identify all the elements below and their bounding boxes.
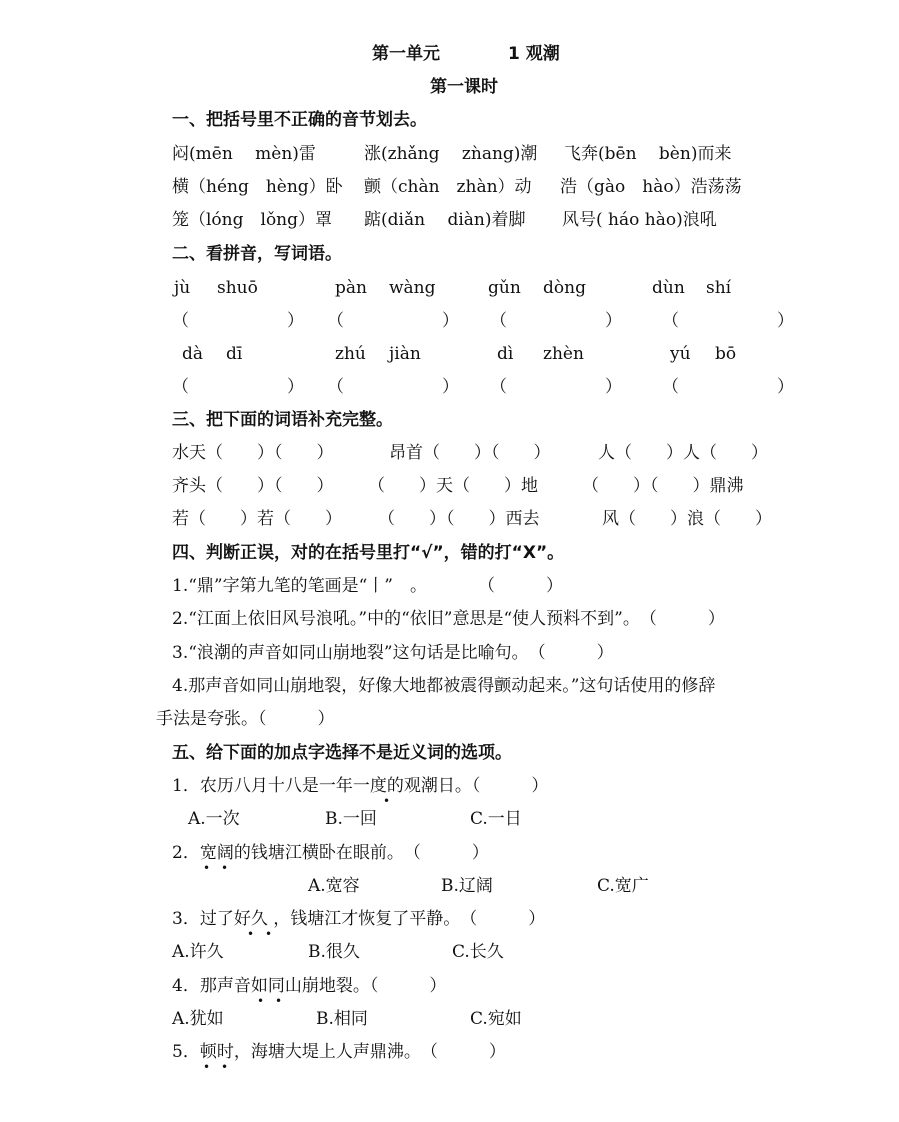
section-4-title: 四、判断正误，对的在括号里打“√”，错的打“X”。 — [172, 543, 565, 563]
period-title: 第一课时 — [430, 77, 498, 97]
s5-q3-opt-a[interactable]: A.许久 — [172, 942, 224, 962]
answer-bracket[interactable]: （ ） — [662, 311, 800, 331]
pinyin-1-3b: dòng — [543, 278, 586, 298]
pinyin-2-3a: dì — [497, 344, 514, 364]
emphasis-dot-icon: • — [247, 927, 255, 941]
answer-bracket[interactable]: （ ） — [490, 311, 628, 331]
s3-r2-c1[interactable]: 齐头（ ）（ ） — [172, 476, 334, 496]
s4-item-4-cont: 手法是夸张。（ ） — [156, 709, 335, 729]
s5-q1-opt-b[interactable]: B.一回 — [325, 809, 377, 829]
answer-bracket[interactable]: （ ） — [662, 377, 800, 397]
s1-r1-c2: 涨(zhǎng zǹang)潮 — [364, 144, 538, 164]
s1-r2-c3: 浩（gào hào）浩荡荡 — [560, 177, 742, 197]
s1-r3-c1: 笼（lóng lǒng）罩 — [172, 210, 333, 230]
pinyin-1-4a: dùn — [652, 278, 685, 298]
emphasis-dot-icon: • — [221, 861, 229, 875]
answer-bracket[interactable]: （ ） — [327, 377, 465, 397]
pinyin-2-1a: dà — [182, 344, 204, 364]
s1-r2-c2: 颤（chàn zhàn）动 — [364, 177, 532, 197]
s5-q5: 5．顿时，海塘大堤上人声鼎沸。 （ ） — [172, 1042, 506, 1062]
s5-q2-opt-b[interactable]: B.辽阔 — [441, 876, 493, 896]
s5-q1: 1．农历八月十八是一年一度的观潮日。（ ） — [172, 776, 549, 796]
pinyin-1-2b: wàng — [389, 278, 436, 298]
section-3-title: 三、把下面的词语补充完整。 — [172, 410, 393, 430]
emphasis-dot-icon: • — [203, 1060, 211, 1074]
pinyin-2-2b: jiàn — [389, 344, 421, 364]
s1-r1-c3: 飞奔(bēn bèn)而来 — [564, 144, 732, 164]
s3-r3-c1[interactable]: 若（ ）若（ ） — [172, 509, 342, 529]
pinyin-2-1b: dī — [226, 344, 243, 364]
s5-q4-opt-b[interactable]: B.相同 — [316, 1009, 368, 1029]
emphasis-dot-icon: • — [265, 927, 273, 941]
pinyin-1-1a: jù — [174, 278, 191, 298]
s5-q3-opt-b[interactable]: B.很久 — [308, 942, 360, 962]
section-2-title: 二、看拼音，写词语。 — [172, 244, 342, 264]
s4-item-2: 2.“江面上依旧风号浪吼。”中的“依旧”意思是“使人预料不到”。 （ ） — [172, 609, 725, 629]
answer-bracket[interactable]: （ ） — [172, 377, 310, 397]
s3-r2-c3[interactable]: （ ）（ ）鼎沸 — [582, 476, 744, 496]
s3-r1-c1[interactable]: 水天（ ）（ ） — [172, 443, 334, 463]
s5-q3: 3．过了好久 ，钱塘江才恢复了平静。 （ ） — [172, 909, 546, 929]
s5-q2-opt-c[interactable]: C.宽广 — [597, 876, 649, 896]
s5-q1-opt-a[interactable]: A.一次 — [188, 809, 240, 829]
emphasis-dot-icon: • — [221, 1060, 229, 1074]
pinyin-2-3b: zhèn — [543, 344, 584, 364]
s1-r1-c1: 闷(mēn mèn)雷 — [172, 144, 316, 164]
s3-r1-c3[interactable]: 人（ ）人（ ） — [598, 443, 768, 463]
pinyin-1-3a: gǔn — [488, 278, 521, 298]
pinyin-1-4b: shí — [706, 278, 732, 298]
s5-q3-opt-c[interactable]: C.长久 — [452, 942, 504, 962]
lesson-title: 1 观潮 — [508, 44, 560, 64]
s5-q2-opt-a[interactable]: A.宽容 — [308, 876, 360, 896]
s3-r3-c3[interactable]: 风（ ）浪（ ） — [602, 509, 772, 529]
unit-title: 第一单元 — [372, 44, 440, 64]
s1-r3-c2: 踮(diǎn diàn)着脚 — [364, 210, 526, 230]
answer-bracket[interactable]: （ ） — [490, 377, 628, 397]
pinyin-1-1b: shuō — [217, 278, 258, 298]
section-5-title: 五、给下面的加点字选择不是近义词的选项。 — [172, 743, 512, 763]
s3-r2-c2[interactable]: （ ）天（ ）地 — [368, 476, 538, 496]
s5-q4-opt-a[interactable]: A.犹如 — [172, 1009, 224, 1029]
s4-item-1: 1.“鼎”字第九笔的笔画是“丨” 。 （ ） — [172, 576, 563, 596]
s5-q2: 2．宽阔的钱塘江横卧在眼前。 （ ） — [172, 843, 489, 863]
emphasis-dot-icon: • — [383, 794, 391, 808]
s1-r2-c1: 横（héng hèng）卧 — [172, 177, 343, 197]
pinyin-1-2a: pàn — [335, 278, 367, 298]
s1-r3-c3: 风号( háo hào)浪吼 — [562, 210, 717, 230]
answer-bracket[interactable]: （ ） — [327, 311, 465, 331]
s3-r3-c2[interactable]: （ ）（ ）西去 — [378, 509, 540, 529]
answer-bracket[interactable]: （ ） — [172, 311, 310, 331]
s5-q4: 4．那声音如同山崩地裂。（ ） — [172, 976, 447, 996]
s5-q1-opt-c[interactable]: C.一日 — [470, 809, 522, 829]
emphasis-dot-icon: • — [257, 994, 265, 1008]
emphasis-dot-icon: • — [203, 861, 211, 875]
section-1-title: 一、把括号里不正确的音节划去。 — [172, 110, 427, 130]
pinyin-2-4a: yú — [670, 344, 691, 364]
emphasis-dot-icon: • — [275, 994, 283, 1008]
s3-r1-c2[interactable]: 昂首（ ）（ ） — [389, 443, 551, 463]
s4-item-3: 3.“浪潮的声音如同山崩地裂”这句话是比喻句。 （ ） — [172, 643, 614, 663]
pinyin-2-4b: bō — [715, 344, 737, 364]
pinyin-2-2a: zhú — [335, 344, 366, 364]
s5-q4-opt-c[interactable]: C.宛如 — [470, 1009, 522, 1029]
s4-item-4: 4.那声音如同山崩地裂，好像大地都被震得颤动起来。”这句话使用的修辞 — [172, 676, 716, 696]
